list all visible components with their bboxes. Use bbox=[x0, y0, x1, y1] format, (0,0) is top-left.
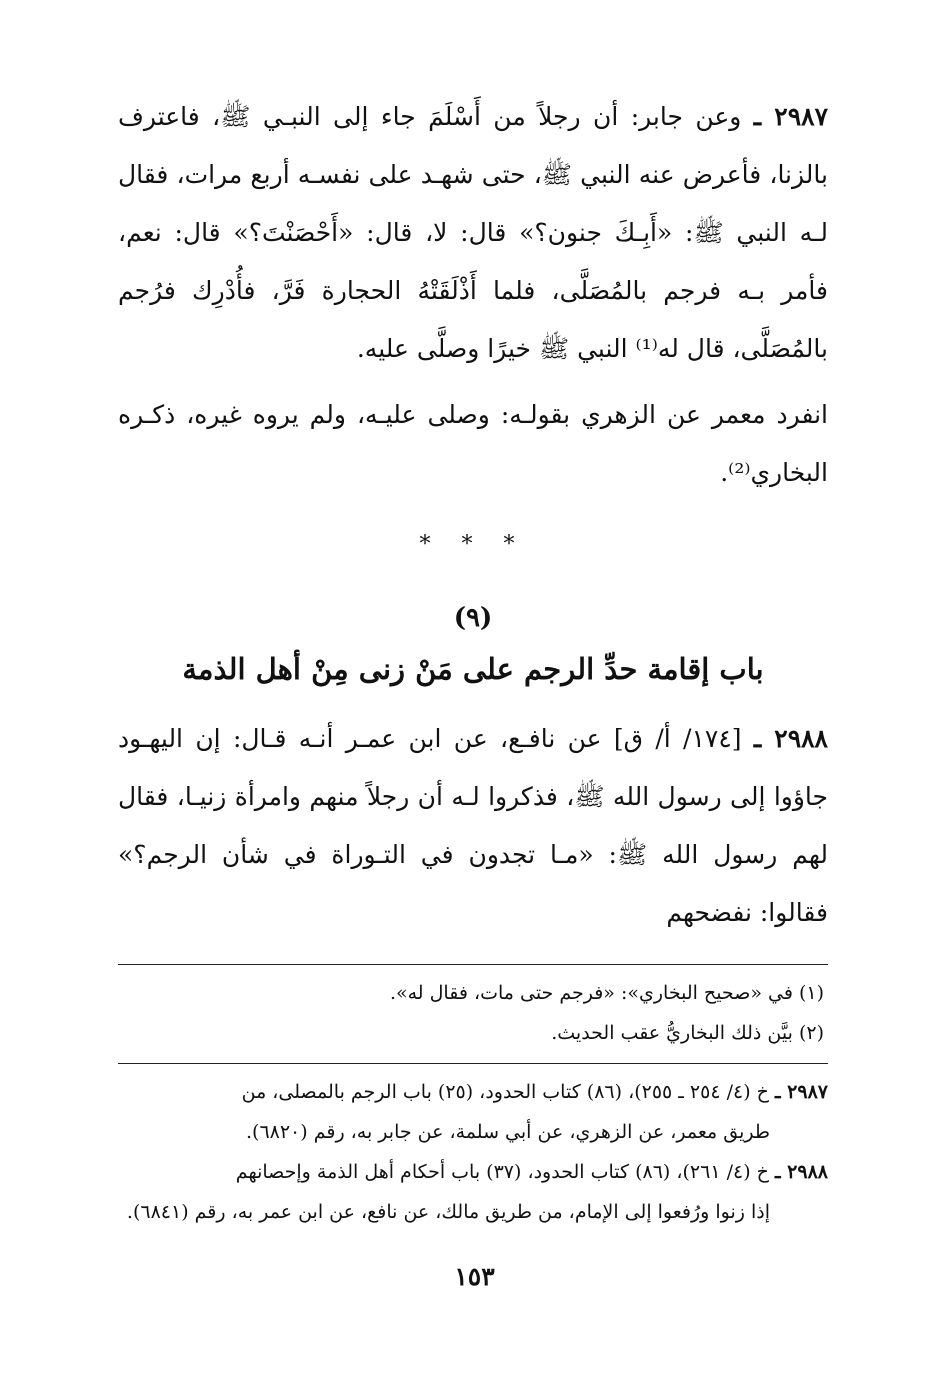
hadith-text: وعن جابر: أن رجلاً من أَسْلَمَ جاء إلى النبـي ﷺ، فاعترف بالزنا، فأعرض عنه النبي ﷺ، حتى شهـد على نفسـه أربع مرات، فقال لـه النبي ﷺ: «أَبِـكَ جنون؟» قال: لا، قال: «أَحْصَنْتَ؟» قال: نعم، فأمر بـه فرجم بالمُصَلَّى، فلما أَذْلَقَتْهُ الحجارة فَرَّ، فأُدْرِك فرُجم بالمُصَلَّى، قال له⁽¹⁾ النبي ﷺ خيرًا وصلَّى عليه. bbox=[118, 102, 829, 363]
page-body bbox=[118, 88, 828, 1232]
takhrij-divider bbox=[118, 1063, 828, 1064]
takhrij-2987 bbox=[118, 1072, 828, 1152]
hadith-2988 bbox=[118, 710, 828, 942]
takhrij-continuation: طريق معمر، عن الزهري، عن أبي سلمة، عن جابر به، رقم (٦٨٢٠). bbox=[245, 1121, 770, 1143]
takhrij-2988 bbox=[118, 1152, 828, 1232]
note-paragraph: انفرد معمر عن الزهري بقولـه: وصلى عليـه، ولم يروه غيره، ذكـره البخاري⁽²⁾. bbox=[118, 400, 828, 487]
footnote-1: (١) في «صحيح البخاري»: «فرجم حتى مات، فقال له». bbox=[389, 982, 824, 1004]
hadith-number: ٢٩٨٨ ـ bbox=[753, 724, 828, 753]
takhrij-first-line: خ (٤/ ٢٥٤ ـ ٢٥٥)، (٨٦) كتاب الحدود، (٢٥) باب الرجم بالمصلى، من bbox=[241, 1081, 769, 1103]
footnote-2: (٢) بيَّن ذلك البخاريُّ عقب الحديث. bbox=[551, 1022, 824, 1044]
hadith-text: [١٧٤/ أ/ ق] عن نافـع، عن ابن عمـر أنـه قـال: إن اليهـود جاؤوا إلى رسول الله ﷺ، فذكروا لـه أن رجلاً منهم وامرأة زنيـا، فقال لهم رسول الله ﷺ: «مـا تجدون في التـوراة في شأن الرجم؟» فقالوا: نفضحهم bbox=[118, 724, 828, 927]
takhrij-continuation: إذا زنوا ورُفعوا إلى الإمام، من طريق مالك، عن نافع، عن ابن عمر به، رقم (٦٨٤١). bbox=[126, 1201, 770, 1223]
hadith-2987 bbox=[118, 88, 828, 378]
takhrij-number: ٢٩٨٨ ـ bbox=[774, 1161, 828, 1183]
chapter-title: باب إقامة حدِّ الرجم على مَنْ زنى مِنْ أهل الذمة bbox=[182, 652, 764, 686]
takhrij-first-line: خ (٤/ ٢٦١)، (٨٦) كتاب الحدود، (٣٧) باب أحكام أهل الذمة وإحصانهم bbox=[235, 1161, 769, 1183]
section-separator: * * * bbox=[419, 532, 527, 557]
hadith-number: ٢٩٨٧ ـ bbox=[753, 102, 829, 131]
page-number: ١٥٣ bbox=[454, 1262, 495, 1291]
chapter-number: (٩) bbox=[453, 603, 493, 633]
takhrij-number: ٢٩٨٧ ـ bbox=[774, 1081, 828, 1103]
footnote-divider bbox=[118, 964, 828, 965]
